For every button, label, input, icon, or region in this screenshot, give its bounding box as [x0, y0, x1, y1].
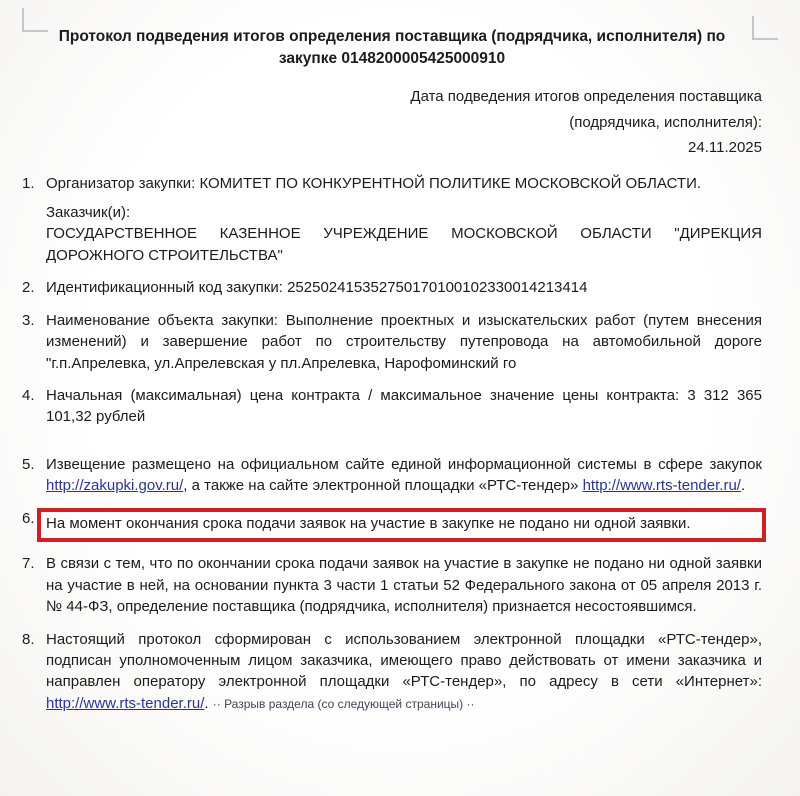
notice-text-after: .	[740, 477, 746, 495]
zakupki-gov-link[interactable]: http://zakupki.gov.ru/	[46, 477, 184, 495]
section-break-marker	[213, 697, 475, 711]
contract-price-text: Начальная (максимальная) цена контракта / максимальное значение цены контракта: 3 312 365 101,32 рублей	[46, 387, 762, 426]
section-break-suffix-dots: ··	[463, 696, 475, 711]
item-number: 3.	[22, 311, 35, 329]
results-date-label: Дата подведения итогов определения поставщика (подрядчика, исполнителя):	[410, 88, 762, 131]
protocol-items-list	[22, 173, 762, 715]
customer-name: ГОСУДАРСТВЕННОЕ КАЗЕННОЕ УЧРЕЖДЕНИЕ МОСКОВСКОЙ ОБЛАСТИ "ДИРЕКЦИЯ ДОРОЖНОГО СТРОИТЕЛЬСТВА"	[46, 225, 762, 264]
results-date-value: 24.11.2025	[688, 139, 762, 156]
item-procurement-failed	[22, 553, 762, 617]
identification-code-text: Идентификационный код закупки: 252502415352750170100102330014213414	[46, 279, 588, 297]
item-organizer	[22, 173, 762, 267]
organizer-text: Организатор закупки: КОМИТЕТ ПО КОНКУРЕНТНОЙ ПОЛИТИКЕ МОСКОВСКОЙ ОБЛАСТИ.	[46, 174, 702, 192]
procurement-object-text: Наименование объекта закупки: Выполнение проектных и изыскательских работ (путем внесения изменений) и завершение работ по строительству путепровода на автомобильной дороге "г.п.Апрелевка, ул.Апрелевская у пл.Апрелевка, Нарофоминский го	[46, 311, 762, 372]
notice-published-text	[46, 454, 762, 497]
section-break-label: Разрыв раздела (со следующей страницы)	[224, 696, 464, 711]
rts-tender-link-2[interactable]: http://www.rts-tender.ru/	[46, 694, 205, 712]
notice-text-before: Извещение размещено на официальном сайте единой информационной системы в сфере закупок	[46, 455, 762, 473]
text-boundary-corner-left-icon	[22, 8, 48, 32]
item-contract-price	[22, 385, 762, 428]
page-title: Протокол подведения итогов определения поставщика (подрядчика, исполнителя) по закупке 0148200005425000910	[58, 28, 726, 67]
item-no-applications	[22, 508, 762, 542]
text-boundary-corner-right-icon	[752, 16, 778, 40]
notice-text-middle: , а также на сайте электронной площадки «РТС-тендер»	[183, 477, 583, 495]
item-number: 1.	[22, 174, 35, 192]
protocol-text-after: .	[204, 694, 213, 712]
red-highlight-box	[37, 508, 766, 542]
protocol-signed-text	[46, 629, 762, 715]
protocol-text-before: Настоящий протокол сформирован с использованием электронной площадки «РТС-тендер», подписан уполномоченным лицом заказчика, имеющего право действовать от имени заказчика и направлен оператору электронной площадки «РТС-тендер», по адресу в сети «Интернет»:	[46, 630, 762, 691]
item-number: 5.	[22, 455, 35, 473]
item-number: 2.	[22, 279, 35, 297]
customer-label: Заказчик(и):	[46, 203, 131, 221]
item-protocol-signed	[22, 629, 762, 715]
rts-tender-link[interactable]: http://www.rts-tender.ru/	[582, 477, 741, 495]
item-number: 8.	[22, 630, 35, 648]
section-break-prefix-dots: ··	[212, 696, 225, 711]
results-date-block	[392, 84, 762, 161]
item-identification-code	[22, 277, 762, 298]
no-applications-text: На момент окончания срока подачи заявок на участие в закупке не подано ни одной заявки.	[46, 514, 691, 532]
procurement-failed-text: В связи с тем, что по окончании срока подачи заявок на участие в закупке не подано ни одной заявки на участие в ней, на основании пункта 3 части 1 статьи 52 Федерального закона от 05 апреля 2013 г. № 44-ФЗ, определение поставщика (подрядчика, исполнителя) признается несостоявшимся.	[46, 555, 762, 616]
item-number: 4.	[22, 387, 35, 404]
item-notice-published	[22, 454, 762, 497]
item-number: 6.	[22, 509, 35, 527]
item-procurement-object	[22, 310, 762, 374]
item-number: 7.	[22, 555, 35, 573]
